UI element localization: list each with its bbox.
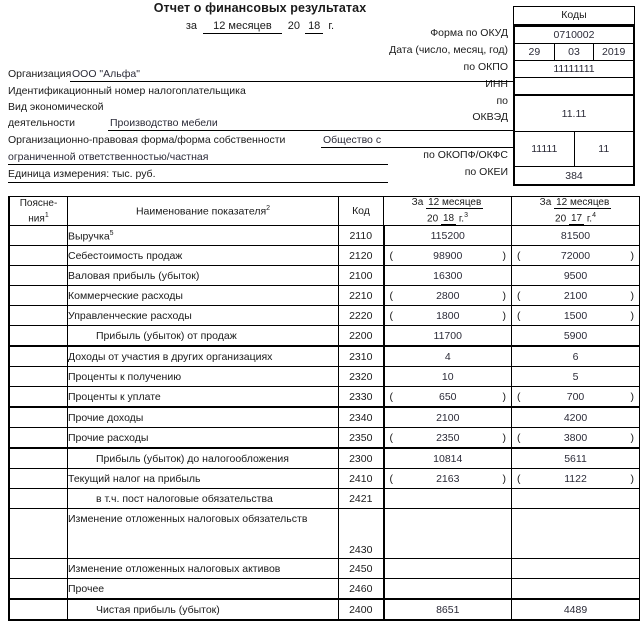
table-row xyxy=(9,226,640,246)
cell-value-previous[interactable] xyxy=(512,489,640,509)
paren-open: ( xyxy=(517,310,521,322)
codes-row-okei xyxy=(515,167,633,184)
cell-value-previous[interactable] xyxy=(512,448,640,469)
codes-row-inn xyxy=(515,78,633,96)
cell-value-current[interactable] xyxy=(384,509,512,559)
table-row xyxy=(9,367,640,387)
value-text: 2800 xyxy=(436,290,459,302)
cell-indicator-name: Прочие расходы xyxy=(68,428,339,449)
cell-value-previous[interactable] xyxy=(512,387,640,408)
previous-period-prefix: За xyxy=(540,197,552,208)
value-text: 2163 xyxy=(436,473,459,485)
paren-open: ( xyxy=(390,290,394,302)
okved-value[interactable]: 11.11 xyxy=(515,96,633,131)
paren-close: ) xyxy=(631,391,635,403)
cell-code: 2400 xyxy=(339,599,384,620)
organization-underline xyxy=(70,81,515,82)
explanations-label-line2: ния xyxy=(28,213,45,224)
cell-value-previous[interactable] xyxy=(512,407,640,428)
okved-label-line2: ОКВЭД xyxy=(300,111,508,123)
okud-value[interactable]: 0710002 xyxy=(515,27,633,43)
table-row xyxy=(9,469,640,489)
cell-indicator-name: Валовая прибыль (убыток) xyxy=(68,266,339,286)
current-period-prefix: За xyxy=(412,197,424,208)
date-year-value[interactable]: 2019 xyxy=(593,44,633,60)
cell-explanations[interactable] xyxy=(9,266,68,286)
codes-row-okved xyxy=(515,96,633,132)
cell-value-previous[interactable] xyxy=(512,579,640,600)
cell-indicator-name: Проценты к уплате xyxy=(68,387,339,408)
cell-value-previous[interactable] xyxy=(512,226,640,246)
paren-open: ( xyxy=(517,432,521,444)
paren-close: ) xyxy=(503,391,507,403)
cell-indicator-name: Доходы от участия в других организациях xyxy=(68,346,339,367)
paren-close: ) xyxy=(503,250,507,262)
cell-code: 2410 xyxy=(339,469,384,489)
cell-indicator-name: Прочее xyxy=(68,579,339,600)
value-text: 16300 xyxy=(433,270,462,282)
cell-indicator-name: Изменение отложенных налоговых активов xyxy=(68,559,339,579)
inn-value[interactable] xyxy=(515,78,633,94)
table-header-row xyxy=(9,197,640,226)
cell-value-current[interactable] xyxy=(384,326,512,347)
paren-close: ) xyxy=(631,310,635,322)
financial-results-table xyxy=(8,196,640,621)
table-row xyxy=(9,326,640,347)
cell-value-current[interactable] xyxy=(384,306,512,326)
cell-code: 2100 xyxy=(339,266,384,286)
okpo-label: по ОКПО xyxy=(300,61,508,73)
value-text: 4 xyxy=(445,351,451,363)
previous-period-footnote: 4 xyxy=(592,212,596,219)
indicator-name-label: Наименование показателя xyxy=(136,205,266,217)
value-text: 11700 xyxy=(434,330,462,342)
cell-indicator-name: Коммерческие расходы xyxy=(68,286,339,306)
paren-open: ( xyxy=(517,473,521,485)
cell-code: 2421 xyxy=(339,489,384,509)
cell-code: 2350 xyxy=(339,428,384,449)
paren-close: ) xyxy=(503,290,507,302)
paren-close: ) xyxy=(631,250,635,262)
activity-value[interactable]: Производство мебели xyxy=(110,117,218,129)
explanations-footnote: 1 xyxy=(45,212,49,219)
cell-explanations[interactable] xyxy=(9,509,68,559)
value-text: 98900 xyxy=(433,250,462,262)
cell-value-current[interactable] xyxy=(384,489,512,509)
current-period-year-line xyxy=(384,210,511,225)
value-text: 72000 xyxy=(561,250,590,262)
okopf-okfs-label: по ОКОПФ/ОКФС xyxy=(300,149,508,161)
previous-period-value: 12 месяцев xyxy=(554,197,611,209)
date-label: Дата (число, месяц, год) xyxy=(300,44,508,56)
year-suffix-label: г. xyxy=(328,20,334,32)
cell-explanations[interactable] xyxy=(9,599,68,620)
table-row xyxy=(9,448,640,469)
value-text: 650 xyxy=(439,391,457,403)
year-prefix-label: 20 xyxy=(288,20,300,32)
cell-explanations[interactable] xyxy=(9,286,68,306)
paren-open: ( xyxy=(390,250,394,262)
inn-code-label: ИНН xyxy=(300,78,508,90)
cell-indicator-name: Прочие доходы xyxy=(68,407,339,428)
codes-row-okpo xyxy=(515,61,633,78)
cell-explanations[interactable] xyxy=(9,367,68,387)
previous-year-value: 17 xyxy=(569,213,584,225)
column-header-code xyxy=(339,197,384,226)
cell-explanations[interactable] xyxy=(9,559,68,579)
previous-year-suffix: г. xyxy=(587,213,592,224)
cell-code: 2310 xyxy=(339,346,384,367)
previous-period-year-line xyxy=(512,210,639,225)
cell-indicator-name: Текущий налог на прибыль xyxy=(68,469,339,489)
organization-value[interactable]: ООО "Альфа" xyxy=(72,68,140,80)
value-text: 10 xyxy=(442,371,454,383)
paren-open: ( xyxy=(517,290,521,302)
cell-explanations[interactable] xyxy=(9,387,68,408)
table-row xyxy=(9,559,640,579)
paren-close: ) xyxy=(631,432,635,444)
cell-indicator-name: в т.ч. пост налоговые обязательства xyxy=(68,489,339,509)
value-text: 1122 xyxy=(564,473,587,485)
cell-value-previous[interactable] xyxy=(512,599,640,620)
cell-value-current[interactable] xyxy=(384,407,512,428)
cell-value-previous[interactable] xyxy=(512,509,640,559)
cell-explanations[interactable] xyxy=(9,306,68,326)
cell-code: 2330 xyxy=(339,387,384,408)
cell-indicator-name: Прибыль (убыток) до налогообложения xyxy=(68,448,339,469)
value-text: 2100 xyxy=(564,290,587,302)
paren-close: ) xyxy=(631,290,635,302)
cell-value-current[interactable] xyxy=(384,448,512,469)
cell-code: 2300 xyxy=(339,448,384,469)
unit-underline xyxy=(8,182,388,183)
codes-row-okud xyxy=(515,27,633,44)
cell-value-current[interactable] xyxy=(384,346,512,367)
taxpayer-inn-label: Идентификационный номер налогоплательщика xyxy=(8,85,246,97)
cell-value-current[interactable] xyxy=(384,226,512,246)
indicator-footnote: 5 xyxy=(110,230,114,237)
cell-value-previous[interactable] xyxy=(512,559,640,579)
cell-explanations[interactable] xyxy=(9,326,68,347)
value-text: 5 xyxy=(573,371,579,383)
period-year-value[interactable]: 18 xyxy=(305,20,323,34)
value-text: 8651 xyxy=(436,604,459,616)
cell-explanations[interactable] xyxy=(9,246,68,266)
value-text: 115200 xyxy=(431,230,465,242)
value-text: 5900 xyxy=(564,330,587,342)
value-text: 81500 xyxy=(561,230,590,242)
table-row xyxy=(9,579,640,600)
legal-form-underline-2 xyxy=(8,164,388,165)
cell-value-current[interactable] xyxy=(384,246,512,266)
value-text: 2100 xyxy=(436,412,459,424)
cell-code: 2210 xyxy=(339,286,384,306)
cell-indicator-name: Изменение отложенных налоговых обязательств xyxy=(68,509,339,559)
paren-open: ( xyxy=(517,391,521,403)
cell-value-current[interactable] xyxy=(384,266,512,286)
value-text: 2350 xyxy=(436,432,459,444)
current-period-value: 12 месяцев xyxy=(426,197,483,209)
cell-code: 2200 xyxy=(339,326,384,347)
cell-value-previous[interactable] xyxy=(512,266,640,286)
period-prefix-label: за xyxy=(186,20,197,32)
column-header-current-period xyxy=(384,197,512,226)
codes-row-date xyxy=(515,44,633,61)
cell-code: 2110 xyxy=(339,226,384,246)
paren-close: ) xyxy=(503,432,507,444)
table-row xyxy=(9,246,640,266)
activity-underline xyxy=(108,130,515,131)
cell-code: 2320 xyxy=(339,367,384,387)
current-year-prefix: 20 xyxy=(427,213,438,224)
cell-explanations[interactable] xyxy=(9,448,68,469)
organization-label: Организация xyxy=(8,68,71,80)
okei-label: по ОКЕИ xyxy=(300,166,508,178)
unit-of-measure-label: Единица измерения: тыс. руб. xyxy=(8,168,156,180)
cell-value-previous[interactable] xyxy=(512,306,640,326)
legal-form-value-line1[interactable]: Общество с xyxy=(323,134,381,146)
okopf-value[interactable]: 11111 xyxy=(515,132,574,166)
paren-close: ) xyxy=(503,310,507,322)
current-year-suffix: г. xyxy=(459,213,464,224)
value-text: 1800 xyxy=(436,310,459,322)
value-text: 10814 xyxy=(433,453,462,465)
cell-value-current[interactable] xyxy=(384,579,512,600)
codes-box-body xyxy=(513,25,635,186)
table-row xyxy=(9,346,640,367)
cell-value-previous[interactable] xyxy=(512,286,640,306)
paren-open: ( xyxy=(390,432,394,444)
cell-explanations[interactable] xyxy=(9,346,68,367)
cell-explanations[interactable] xyxy=(9,489,68,509)
paren-open: ( xyxy=(390,473,394,485)
cell-value-previous[interactable] xyxy=(512,326,640,347)
date-day-value[interactable]: 29 xyxy=(515,44,554,60)
table-row xyxy=(9,387,640,408)
period-value[interactable]: 12 месяцев xyxy=(203,20,282,34)
cell-explanations[interactable] xyxy=(9,407,68,428)
table-row xyxy=(9,286,640,306)
paren-close: ) xyxy=(503,473,507,485)
value-text: 4489 xyxy=(564,604,587,616)
table-row xyxy=(9,428,640,449)
activity-label-line2: деятельности xyxy=(8,117,75,129)
cell-value-current[interactable] xyxy=(384,599,512,620)
table-row xyxy=(9,407,640,428)
okei-value[interactable]: 384 xyxy=(515,167,633,184)
previous-year-prefix: 20 xyxy=(555,213,566,224)
cell-value-previous[interactable] xyxy=(512,346,640,367)
okved-label-line1: по xyxy=(300,95,508,107)
codes-box-title: Коды xyxy=(513,6,635,25)
paren-open: ( xyxy=(517,250,521,262)
cell-value-current[interactable] xyxy=(384,387,512,408)
activity-label-line1: Вид экономической xyxy=(8,101,104,113)
table-row xyxy=(9,599,640,620)
cell-indicator-name: Прибыль (убыток) от продаж xyxy=(68,326,339,347)
codes-row-okopf-okfs xyxy=(515,132,633,167)
value-text: 1500 xyxy=(564,310,587,322)
cell-code: 2120 xyxy=(339,246,384,266)
value-text: 3800 xyxy=(564,432,587,444)
cell-explanations[interactable] xyxy=(9,579,68,600)
cell-indicator-name: Выручка$^5$ xyxy=(68,226,339,246)
cell-explanations[interactable] xyxy=(9,469,68,489)
table-row xyxy=(9,489,640,509)
code-label: Код xyxy=(352,205,370,217)
cell-value-previous[interactable] xyxy=(512,469,640,489)
cell-code: 2430 xyxy=(339,509,384,559)
table-row xyxy=(9,509,640,559)
table-row xyxy=(9,306,640,326)
table-row xyxy=(9,266,640,286)
table-body xyxy=(9,226,640,621)
okfs-value[interactable]: 11 xyxy=(574,132,634,166)
okud-label: Форма по ОКУД xyxy=(300,27,508,39)
cell-value-previous[interactable] xyxy=(512,246,640,266)
indicator-name-footnote: 2 xyxy=(266,205,270,212)
cell-code: 2460 xyxy=(339,579,384,600)
cell-code: 2340 xyxy=(339,407,384,428)
cell-indicator-name: Себестоимость продаж xyxy=(68,246,339,266)
column-header-explanations xyxy=(9,197,68,226)
cell-indicator-name: Управленческие расходы xyxy=(68,306,339,326)
value-text: 6 xyxy=(573,351,579,363)
value-text: 5611 xyxy=(564,453,587,465)
cell-value-current[interactable] xyxy=(384,367,512,387)
paren-close: ) xyxy=(631,473,635,485)
okpo-value[interactable]: 11111111 xyxy=(515,61,633,77)
value-text: 9500 xyxy=(564,270,587,282)
cell-value-current[interactable] xyxy=(384,428,512,449)
legal-form-value-line2[interactable]: ограниченной ответственностью/частная xyxy=(8,151,208,163)
cell-code: 2220 xyxy=(339,306,384,326)
column-header-previous-period xyxy=(512,197,640,226)
codes-box xyxy=(513,6,635,186)
value-text: 4200 xyxy=(564,412,587,424)
legal-form-underline-1 xyxy=(321,147,515,148)
date-month-value[interactable]: 03 xyxy=(554,44,594,60)
cell-value-previous[interactable] xyxy=(512,428,640,449)
paren-open: ( xyxy=(390,310,394,322)
legal-form-label: Организационно-правовая форма/форма собственности xyxy=(8,134,285,146)
cell-indicator-name: Проценты к получению xyxy=(68,367,339,387)
page-title: Отчет о финансовых результатах xyxy=(0,1,520,15)
explanations-label-line1: Поясне- xyxy=(20,198,58,209)
current-period-footnote: 3 xyxy=(464,212,468,219)
cell-explanations[interactable] xyxy=(9,226,68,246)
current-year-value: 18 xyxy=(441,213,456,225)
column-header-indicator-name xyxy=(68,197,339,226)
cell-value-current[interactable] xyxy=(384,559,512,579)
cell-value-current[interactable] xyxy=(384,469,512,489)
cell-code: 2450 xyxy=(339,559,384,579)
cell-value-current[interactable] xyxy=(384,286,512,306)
value-text: 700 xyxy=(567,391,585,403)
cell-value-previous[interactable] xyxy=(512,367,640,387)
paren-open: ( xyxy=(390,391,394,403)
cell-explanations[interactable] xyxy=(9,428,68,449)
cell-indicator-name: Чистая прибыль (убыток) xyxy=(68,599,339,620)
